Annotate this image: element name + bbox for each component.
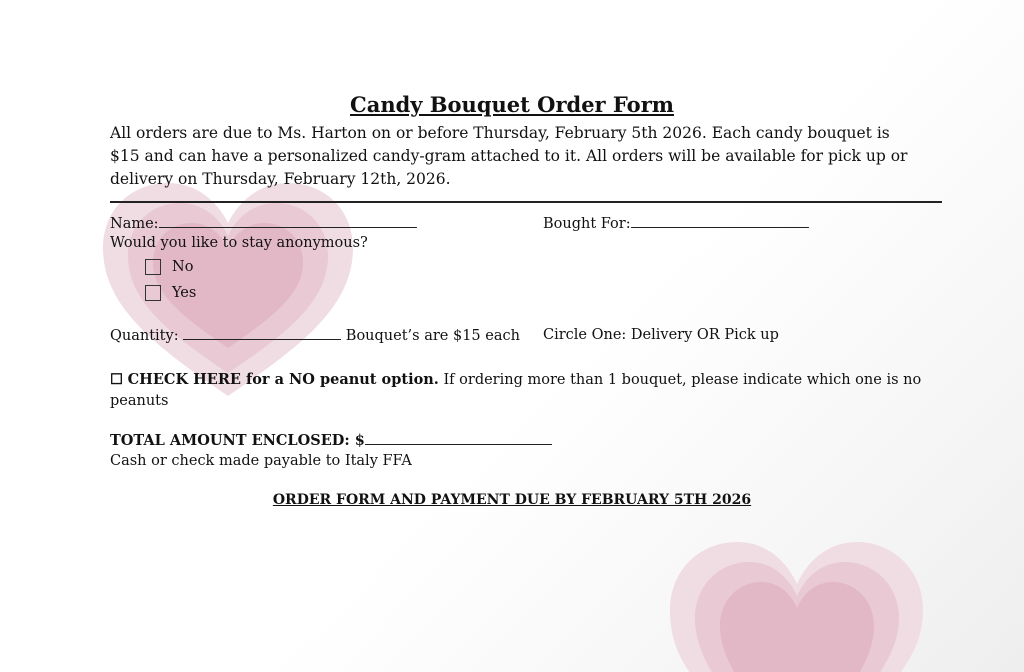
circle-one-text: Circle One: Delivery OR Pick up [543, 327, 779, 343]
quantity-label: Quantity: [110, 328, 179, 344]
quantity-note: Bouquet’s are $15 each [345, 328, 520, 344]
anonymous-question: Would you like to stay anonymous? [110, 235, 368, 251]
name-field[interactable] [159, 215, 417, 228]
anonymous-no-label: No [172, 259, 194, 275]
heart-decoration-left [98, 178, 358, 403]
peanut-option-bold: CHECK HERE for a NO peanut option. [127, 371, 439, 388]
intro-paragraph: All orders are due to Ms. Harton on or before Thursday, February 5th 2026. Each candy bouquet is $15 and can have a personalized candy-gram attached to it. All orders will be available for pick up or delivery on Thursday, February 12th, 2026. [110, 124, 908, 188]
heart-decoration-bottom-right [665, 540, 925, 672]
total-row [110, 432, 552, 449]
anonymous-yes-label: Yes [172, 285, 197, 301]
quantity-row [110, 327, 520, 344]
peanut-row [110, 371, 921, 388]
bought-for-field[interactable] [631, 215, 809, 228]
bought-for-label: Bought For: [543, 216, 631, 232]
peanut-checkbox-icon[interactable]: ☐ [110, 371, 123, 388]
total-label: TOTAL AMOUNT ENCLOSED: $ [110, 432, 365, 449]
anonymous-yes-checkbox[interactable] [145, 285, 161, 301]
anonymous-no-checkbox[interactable] [145, 259, 161, 275]
due-date-footer: ORDER FORM AND PAYMENT DUE BY FEBRUARY 5TH 2026 [272, 492, 752, 508]
form-title: Candy Bouquet Order Form [350, 92, 674, 117]
name-label: Name: [110, 216, 159, 232]
bought-for-row [543, 215, 809, 232]
name-row [110, 215, 417, 232]
quantity-field[interactable] [183, 327, 341, 340]
total-amount-field[interactable] [365, 432, 552, 445]
payment-note: Cash or check made payable to Italy FFA [110, 453, 412, 469]
divider-rule [110, 201, 942, 203]
peanut-option-wrap: peanuts [110, 393, 169, 409]
peanut-option-text: If ordering more than 1 bouquet, please indicate which one is no [443, 372, 922, 388]
